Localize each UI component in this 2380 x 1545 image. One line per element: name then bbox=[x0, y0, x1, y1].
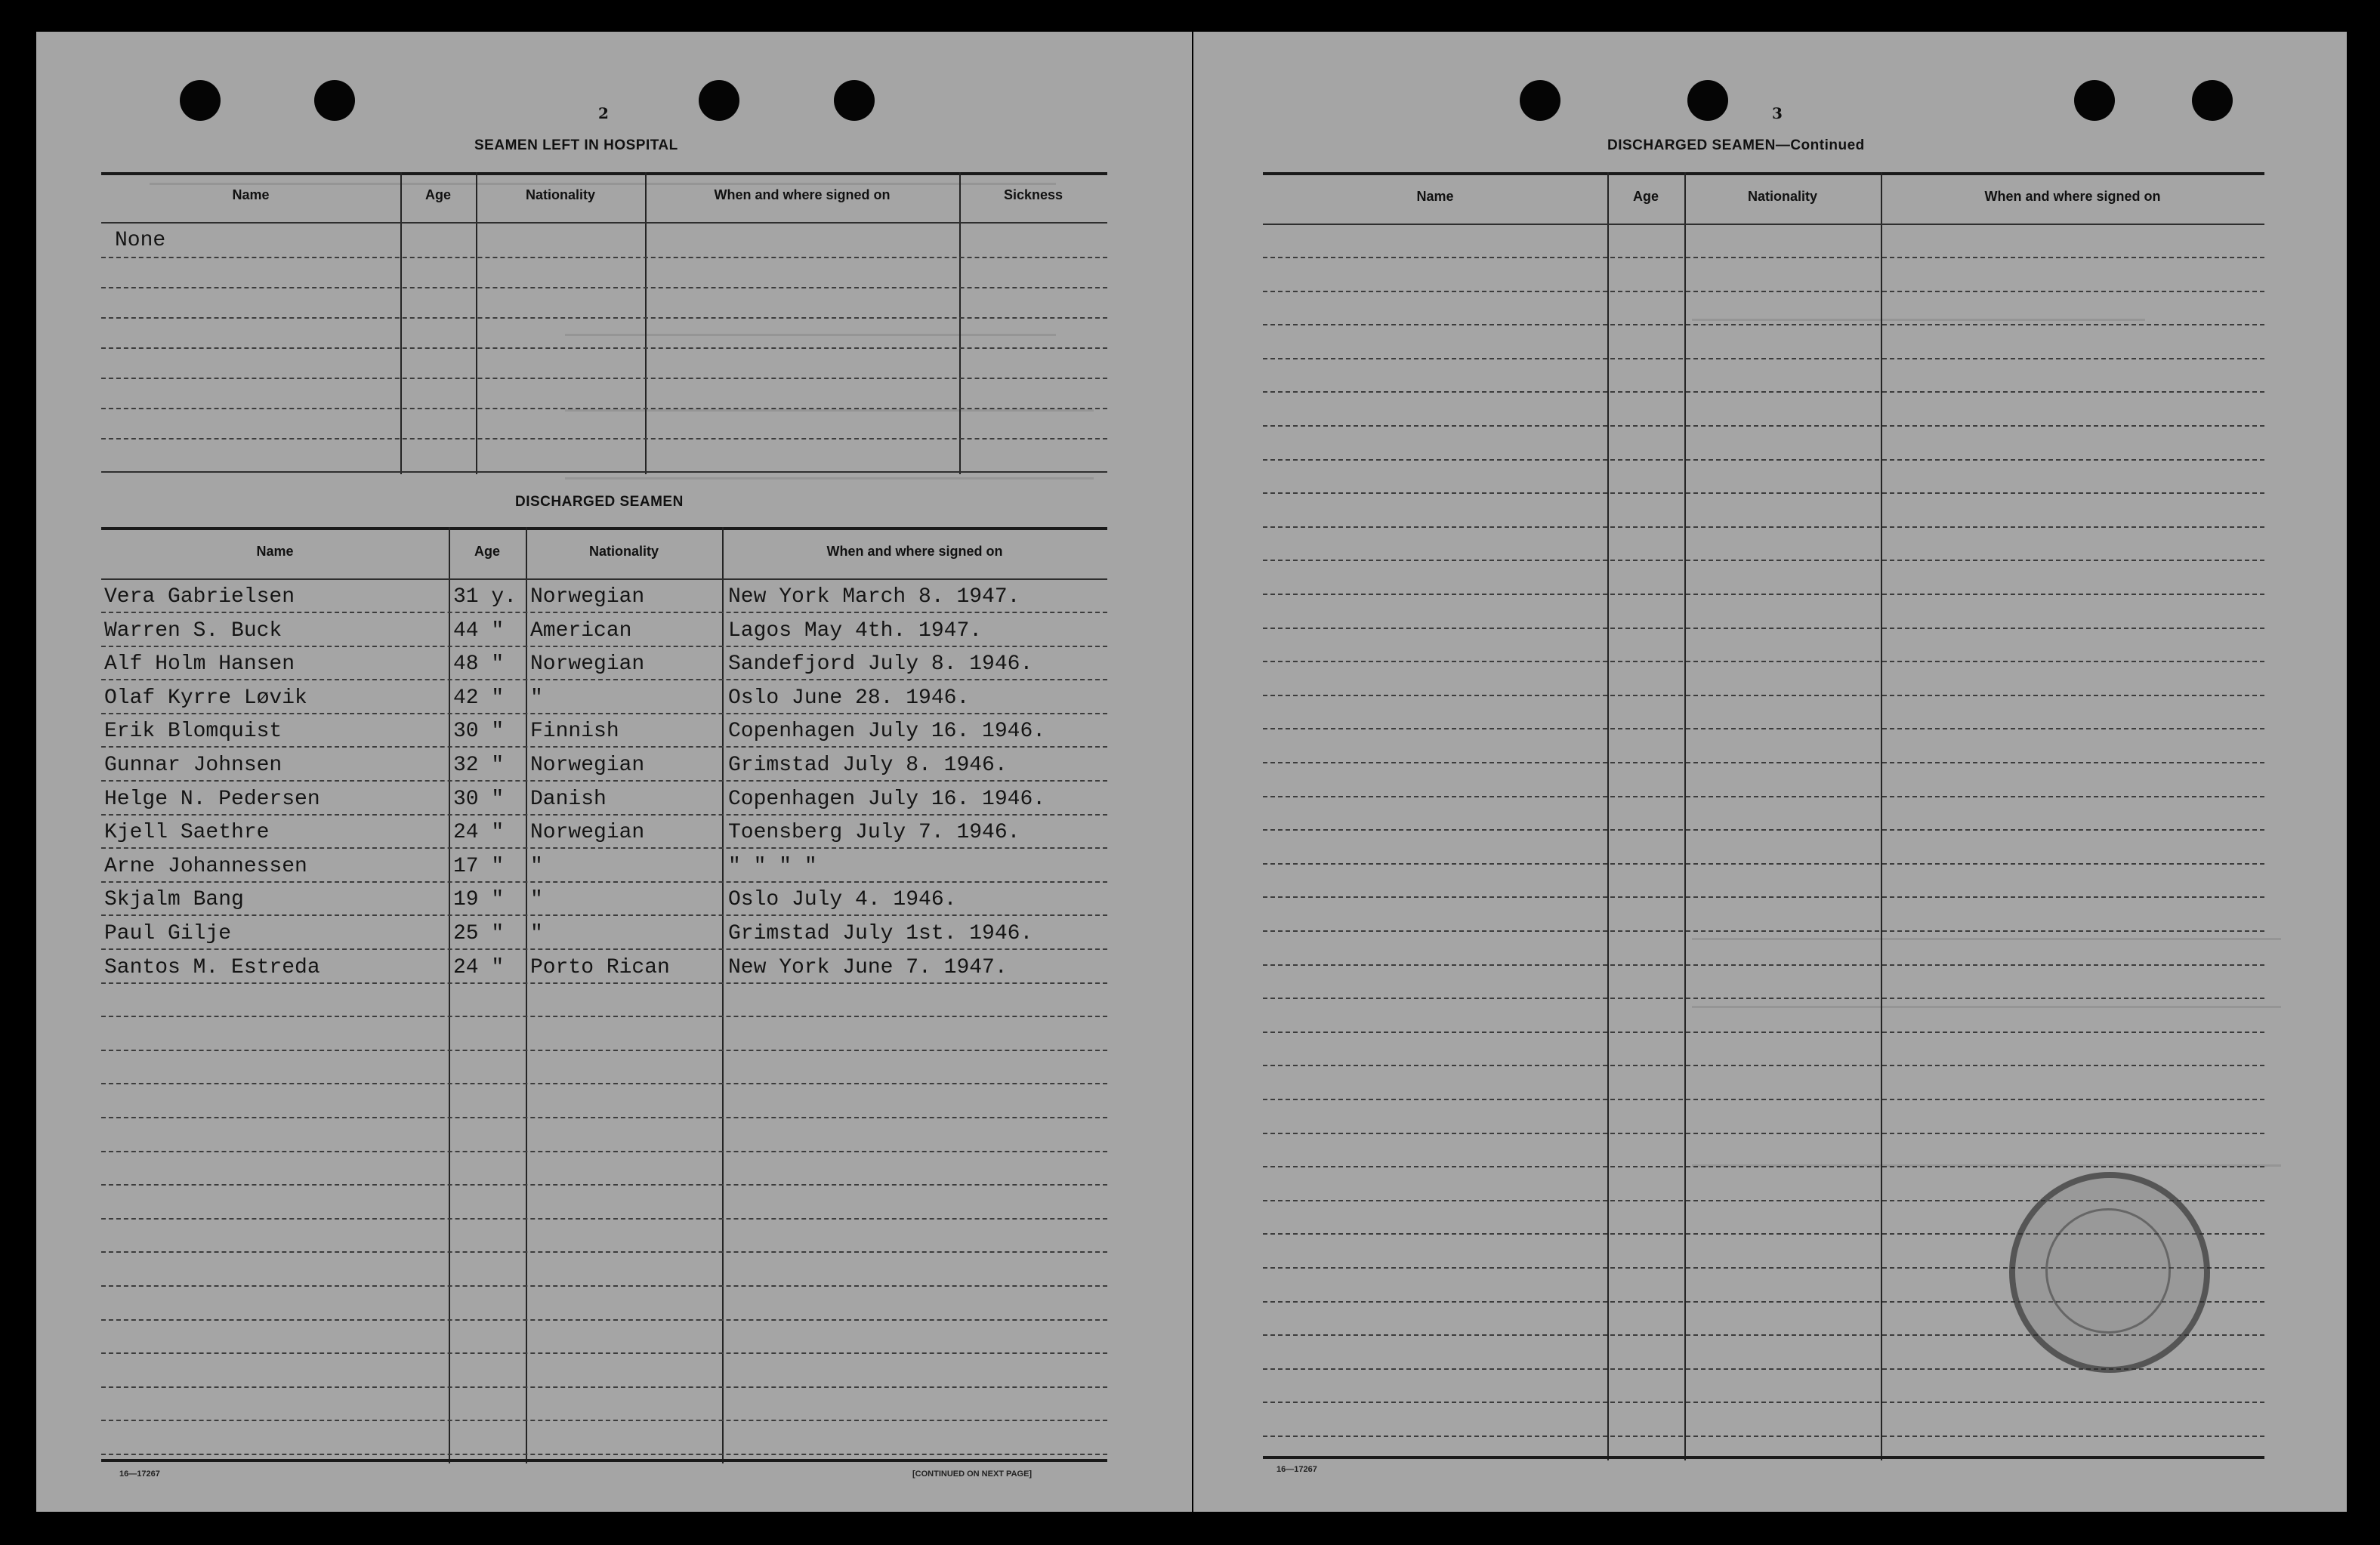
header-rule bbox=[1263, 224, 2264, 225]
column-header-name: Name bbox=[232, 187, 270, 202]
seaman-age: 31 y. bbox=[453, 586, 517, 609]
seaman-age: 17 " bbox=[453, 855, 505, 878]
seaman-age: 42 " bbox=[453, 686, 505, 710]
seaman-name: Olaf Kyrre Løvik bbox=[104, 686, 307, 710]
hospital-section-title: SEAMEN LEFT IN HOSPITAL bbox=[474, 137, 678, 153]
seaman-nationality: " bbox=[530, 686, 543, 710]
row-rule bbox=[101, 1386, 1107, 1388]
form-code: 16—17267 bbox=[1276, 1465, 1317, 1474]
row-rule bbox=[101, 914, 1107, 916]
seaman-age: 24 " bbox=[453, 822, 505, 845]
title-main: DISCHARGED SEAMEN bbox=[1607, 137, 1776, 153]
title-suffix: —Continued bbox=[1775, 137, 1865, 153]
seaman-name: Santos M. Estreda bbox=[104, 956, 320, 979]
seaman-age: 19 " bbox=[453, 889, 505, 912]
seaman-signed-on: Oslo June 28. 1946. bbox=[728, 686, 970, 710]
row-rule bbox=[1263, 594, 2264, 595]
table-top-rule bbox=[101, 172, 1107, 175]
column-header-signed-on: When and where signed on bbox=[826, 544, 1003, 559]
column-header-age: Age bbox=[474, 544, 500, 559]
row-rule bbox=[1263, 425, 2264, 427]
punch-hole bbox=[834, 80, 875, 121]
row-rule bbox=[101, 287, 1107, 288]
punch-hole bbox=[699, 80, 739, 121]
seaman-age: 44 " bbox=[453, 619, 505, 643]
seaman-nationality: American bbox=[530, 619, 632, 643]
row-rule bbox=[1263, 728, 2264, 729]
row-rule bbox=[1263, 291, 2264, 292]
seaman-age: 30 " bbox=[453, 720, 505, 744]
row-rule bbox=[101, 1016, 1107, 1017]
column-header-age: Age bbox=[424, 187, 451, 202]
row-rule bbox=[101, 317, 1107, 319]
seaman-age: 25 " bbox=[453, 923, 505, 945]
row-rule bbox=[1263, 1133, 2264, 1134]
row-rule bbox=[101, 347, 1107, 349]
row-rule bbox=[1263, 391, 2264, 393]
row-rule bbox=[1263, 1402, 2264, 1403]
row-rule bbox=[101, 1251, 1107, 1253]
row-rule bbox=[101, 1454, 1107, 1455]
row-rule bbox=[101, 1117, 1107, 1118]
row-rule bbox=[101, 814, 1107, 816]
seaman-nationality: Norwegian bbox=[530, 586, 645, 609]
column-header-name: Name bbox=[1416, 189, 1454, 204]
row-rule bbox=[101, 713, 1107, 714]
seaman-signed-on: Copenhagen July 16. 1946. bbox=[728, 788, 1046, 811]
official-stamp bbox=[2009, 1172, 2210, 1373]
seaman-name: Arne Johannessen bbox=[104, 855, 307, 878]
seaman-nationality: Porto Rican bbox=[530, 956, 670, 979]
seaman-nationality: Finnish bbox=[530, 720, 619, 744]
seaman-nationality: " bbox=[530, 889, 543, 912]
table-bottom-rule bbox=[1263, 1456, 2264, 1459]
seaman-nationality: " bbox=[530, 855, 543, 878]
seaman-age: 30 " bbox=[453, 788, 505, 811]
column-header-sickness: Sickness bbox=[1003, 187, 1063, 202]
row-rule bbox=[101, 1050, 1107, 1051]
seaman-age: 24 " bbox=[453, 956, 505, 979]
row-rule bbox=[101, 378, 1107, 379]
row-rule bbox=[1263, 1166, 2264, 1167]
row-rule bbox=[101, 948, 1107, 950]
seaman-nationality: Norwegian bbox=[530, 653, 645, 677]
seaman-name: Helge N. Pedersen bbox=[104, 788, 320, 811]
column-header-name: Name bbox=[256, 544, 294, 559]
column-header-nationality: Nationality bbox=[525, 187, 595, 202]
row-rule bbox=[1263, 896, 2264, 898]
row-rule bbox=[1263, 628, 2264, 629]
row-rule bbox=[101, 438, 1107, 439]
row-rule bbox=[101, 612, 1107, 613]
table-top-rule bbox=[101, 527, 1107, 530]
row-rule bbox=[101, 408, 1107, 409]
row-rule bbox=[101, 1218, 1107, 1220]
seaman-signed-on: " " " " bbox=[728, 855, 817, 878]
bleed-through bbox=[565, 477, 1094, 480]
punch-hole bbox=[2074, 80, 2115, 121]
header-rule bbox=[101, 222, 1107, 224]
seaman-signed-on: Lagos May 4th. 1947. bbox=[728, 619, 983, 643]
seaman-signed-on: Sandefjord July 8. 1946. bbox=[728, 653, 1033, 677]
row-rule bbox=[1263, 358, 2264, 359]
left-page bbox=[36, 32, 1192, 1512]
column-divider bbox=[476, 172, 477, 474]
seaman-age: 32 " bbox=[453, 754, 505, 777]
seaman-nationality: Norwegian bbox=[530, 822, 645, 845]
row-rule bbox=[1263, 863, 2264, 865]
seaman-signed-on: New York March 8. 1947. bbox=[728, 586, 1020, 609]
continued-note: [CONTINUED ON NEXT PAGE] bbox=[912, 1469, 1033, 1479]
discharged-table bbox=[101, 527, 1107, 1463]
seaman-name: Erik Blomquist bbox=[104, 720, 282, 744]
row-rule bbox=[101, 780, 1107, 782]
column-header-signed-on: When and where signed on bbox=[714, 187, 891, 202]
right-page bbox=[1193, 32, 2347, 1512]
row-rule bbox=[1263, 661, 2264, 662]
seaman-signed-on: Toensberg July 7. 1946. bbox=[728, 822, 1020, 845]
punch-hole bbox=[314, 80, 355, 121]
row-rule bbox=[1263, 998, 2264, 999]
column-header-age: Age bbox=[1632, 189, 1659, 204]
column-divider bbox=[400, 172, 402, 474]
row-rule bbox=[101, 881, 1107, 883]
row-rule bbox=[101, 1184, 1107, 1186]
seaman-name: Alf Holm Hansen bbox=[104, 653, 295, 677]
row-rule bbox=[1263, 930, 2264, 932]
row-rule bbox=[101, 1352, 1107, 1354]
seaman-name: Warren S. Buck bbox=[104, 619, 282, 643]
seaman-age: 48 " bbox=[453, 653, 505, 677]
seaman-signed-on: Grimstad July 8. 1946. bbox=[728, 754, 1008, 777]
table-bottom-rule bbox=[101, 1459, 1107, 1462]
column-divider bbox=[526, 527, 527, 1463]
row-rule bbox=[1263, 964, 2264, 966]
column-divider bbox=[645, 172, 647, 474]
row-rule bbox=[101, 746, 1107, 748]
column-divider bbox=[959, 172, 961, 474]
row-rule bbox=[1263, 492, 2264, 494]
seaman-signed-on: Oslo July 4. 1946. bbox=[728, 889, 957, 912]
row-rule bbox=[1263, 796, 2264, 797]
row-rule bbox=[1263, 459, 2264, 461]
row-rule bbox=[1263, 257, 2264, 258]
row-rule bbox=[1263, 829, 2264, 831]
seaman-nationality: Danish bbox=[530, 788, 607, 811]
page-number: 3 bbox=[1772, 104, 1783, 122]
discharged-section-title: DISCHARGED SEAMEN bbox=[515, 494, 684, 510]
row-rule bbox=[1263, 324, 2264, 325]
column-header-nationality: Nationality bbox=[1747, 189, 1817, 204]
row-rule bbox=[101, 1319, 1107, 1321]
form-code: 16—17267 bbox=[119, 1469, 160, 1479]
row-rule bbox=[101, 257, 1107, 258]
column-header-signed-on: When and where signed on bbox=[1984, 189, 2161, 204]
header-rule bbox=[101, 578, 1107, 580]
punch-hole bbox=[1687, 80, 1728, 121]
hospital-table bbox=[101, 172, 1107, 474]
seaman-nationality: " bbox=[530, 923, 543, 945]
seaman-name: Skjalm Bang bbox=[104, 889, 244, 912]
punch-hole bbox=[1520, 80, 1560, 121]
seaman-nationality: Norwegian bbox=[530, 754, 645, 777]
page-number: 2 bbox=[598, 104, 609, 122]
seaman-name: Paul Gilje bbox=[104, 923, 232, 945]
seaman-signed-on: Copenhagen July 16. 1946. bbox=[728, 720, 1046, 744]
row-rule bbox=[101, 982, 1107, 984]
discharged-continued-title bbox=[1607, 137, 1865, 154]
punch-hole bbox=[180, 80, 221, 121]
row-rule bbox=[101, 1420, 1107, 1421]
seaman-signed-on: Grimstad July 1st. 1946. bbox=[728, 923, 1033, 945]
table-bottom-rule bbox=[101, 471, 1107, 473]
row-rule bbox=[1263, 695, 2264, 696]
row-rule bbox=[101, 1285, 1107, 1287]
row-rule bbox=[101, 847, 1107, 849]
column-divider bbox=[449, 527, 450, 1463]
row-rule bbox=[101, 1083, 1107, 1084]
hospital-row-name: None bbox=[115, 230, 166, 252]
row-rule bbox=[1263, 526, 2264, 528]
table-top-rule bbox=[1263, 172, 2264, 175]
row-rule bbox=[1263, 1032, 2264, 1033]
row-rule bbox=[1263, 1065, 2264, 1066]
row-rule bbox=[101, 646, 1107, 647]
row-rule bbox=[1263, 1099, 2264, 1100]
stamp-inner-ring bbox=[2045, 1208, 2171, 1334]
seaman-name: Kjell Saethre bbox=[104, 822, 270, 845]
punch-hole bbox=[2192, 80, 2233, 121]
row-rule bbox=[101, 1151, 1107, 1152]
row-rule bbox=[101, 679, 1107, 680]
seaman-name: Vera Gabrielsen bbox=[104, 586, 295, 609]
column-divider bbox=[722, 527, 724, 1463]
column-header-nationality: Nationality bbox=[588, 544, 659, 559]
seaman-signed-on: New York June 7. 1947. bbox=[728, 956, 1008, 979]
seaman-name: Gunnar Johnsen bbox=[104, 754, 282, 777]
row-rule bbox=[1263, 762, 2264, 763]
row-rule bbox=[1263, 560, 2264, 561]
row-rule bbox=[1263, 1436, 2264, 1437]
